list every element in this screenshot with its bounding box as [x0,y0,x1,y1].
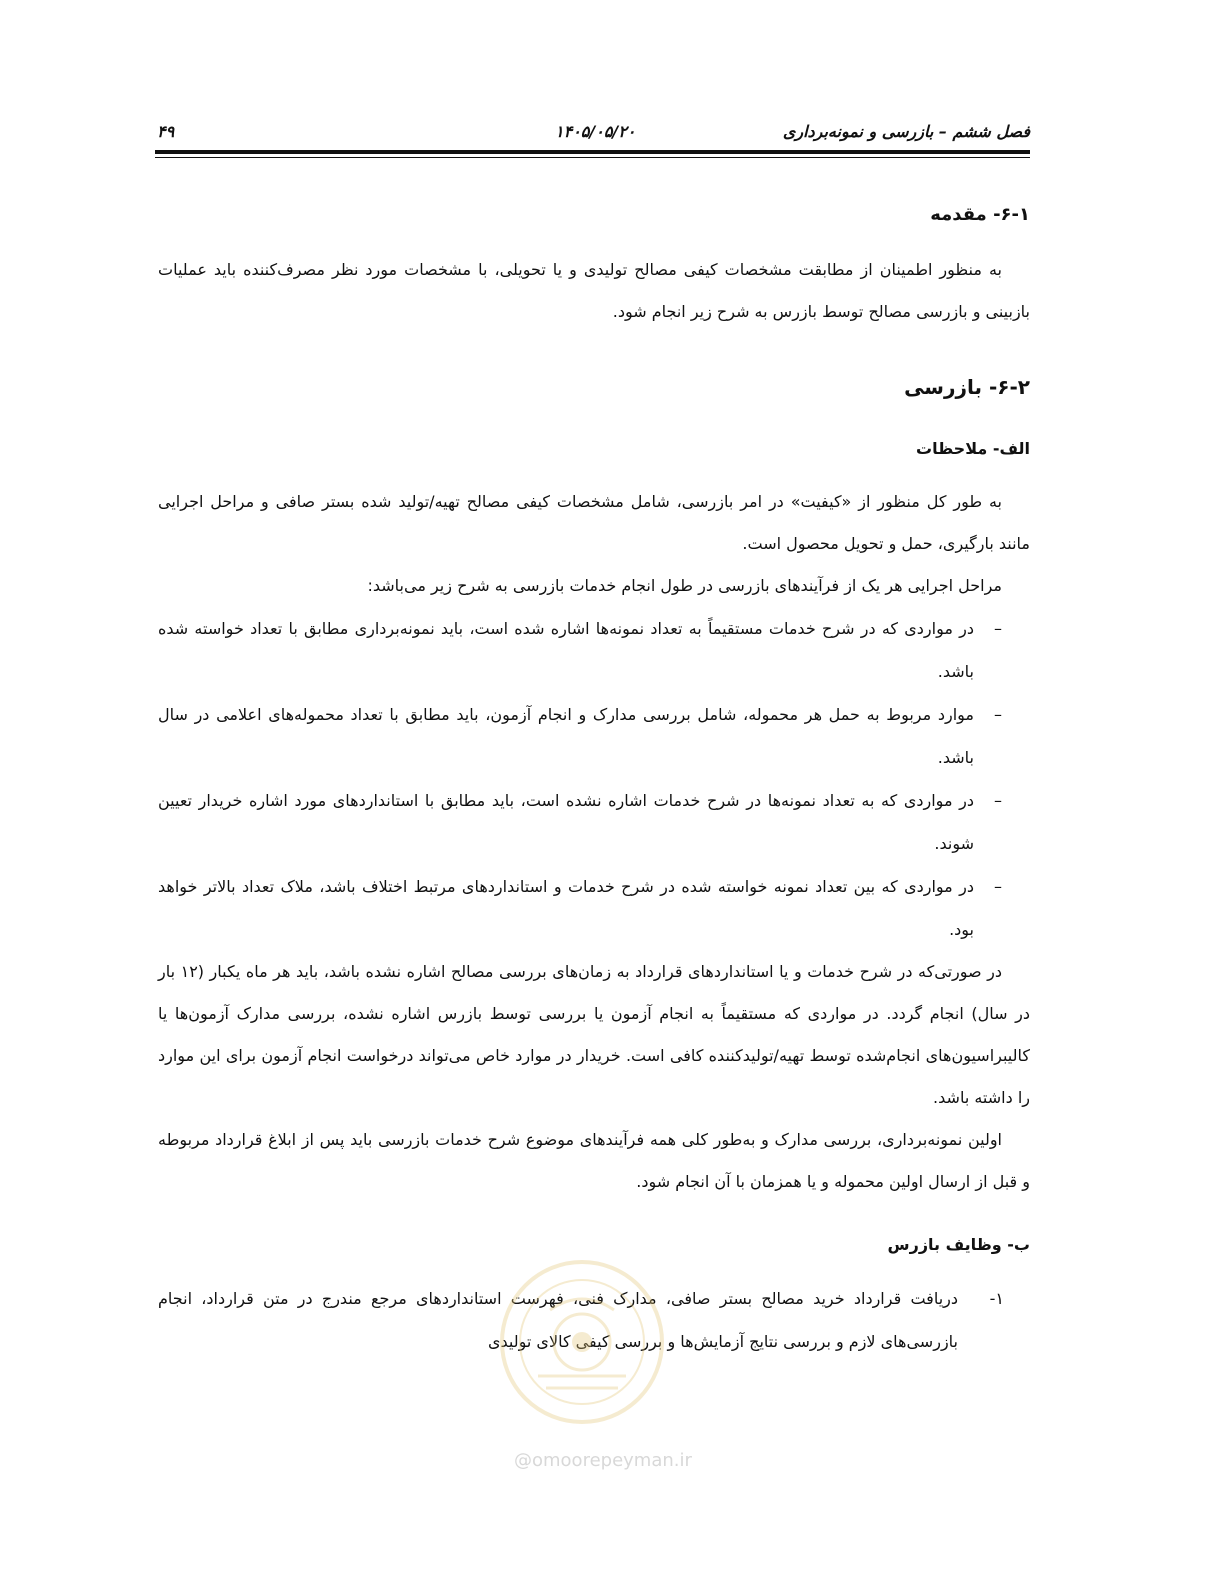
page-number: ۴۹ [157,122,175,141]
list-item: – در مواردی که بین تعداد نمونه خواسته شده در شرح خدمات و استانداردهای مرتبط اختلاف باشد، ملاک تعداد بالاتر خواهد بود. [158,877,1002,939]
introduction-paragraph: به منظور اطمینان از مطابقت مشخصات کیفی مصالح تولیدی و یا تحویلی، با مشخصات مورد نظر مصرف‌کننده باید عملیات بازبینی و بازرسی مصالح توسط بازرس به شرح زیر انجام شود. [158,260,1030,321]
page-header [155,118,1030,158]
header-rule-thick [155,150,1030,154]
section-heading-introduction: ۶-۱- مقدمه [930,204,1030,225]
section-heading-inspection: ۶-۲- بازرسی [904,375,1030,399]
watermark-seal-icon [498,1258,666,1426]
duty-text: دریافت قرارداد خرید مصالح بستر صافی، مدارک فنی، فهرست استانداردهای مرجع مندرج در متن قرارداد، انجام بازرسی‌های لازم و بررسی نتایج آزمایش‌ها و بررسی کیفی کالای تولیدی [158,1289,958,1351]
subsection-heading-inspector-duties: ب- وظایف بازرس [887,1235,1030,1254]
header-rule-thin [155,157,1030,158]
header-date: ۱۴۰۵/۰۵/۲۰ [555,122,636,141]
subsection-heading-considerations: الف- ملاحظات [915,439,1030,458]
main-content [158,195,1030,1363]
first-sampling-paragraph: اولین نمونه‌برداری، بررسی مدارک و به‌طور کلی همه فرآیندهای موضوع شرح خدمات بازرسی باید پس از ابلاغ قرارداد مربوطه و قبل از ارسال اولین محموله و یا همزمان با آن انجام شود. [158,1130,1030,1191]
watermark-site-text: @omoorepeyman.ir [514,1450,692,1471]
list-item: – موارد مربوط به حمل هر محموله، شامل بررسی مدارک و انجام آزمون، باید مطابق با تعداد محموله‌های اعلامی در سال باشد. [158,705,1002,767]
schedule-paragraph: در صورتی‌که در شرح خدمات و یا استانداردهای قرارداد به زمان‌های بررسی مصالح اشاره نشده باشد، باید هر ماه یکبار (۱۲ بار در سال) انجام گردد. در مواردی که مستقیماً به انجام آزمون یا بررسی توسط بازرس اشاره نشده، بررسی مدارک آزمون‌ها یا کالیبراسیون‌های انجام‌شده توسط تهیه/تولیدکننده کافی است. خریدار در موارد خاص می‌تواند درخواست انجام آزمون برای این موارد را داشته باشد. [158,962,1030,1107]
chapter-title: فصل ششم – بازرسی و نمونه‌برداری [782,122,1030,141]
considerations-paragraph: به طور کل منظور از «کیفیت» در امر بازرسی، شامل مشخصات کیفی مصالح تهیه/تولید شده بستر صافی و مراحل اجرایی مانند بارگیری، حمل و تحویل محصول است. [158,492,1030,553]
process-list [158,607,1030,951]
process-intro-paragraph: مراحل اجرایی هر یک از فرآیندهای بازرسی در طول انجام خدمات بازرسی به شرح زیر می‌باشد: [367,576,1002,595]
list-item: – در مواردی که در شرح خدمات مستقیماً به تعداد نمونه‌ها اشاره شده است، باید نمونه‌برداری مطابق با تعداد خواسته شده باشد. [158,619,1002,681]
list-item: – در مواردی که به تعداد نمونه‌ها در شرح خدمات اشاره نشده است، باید مطابق با استانداردهای مورد اشاره خریدار تعیین شوند. [158,791,1002,853]
duty-number: ۱- [989,1289,1004,1308]
